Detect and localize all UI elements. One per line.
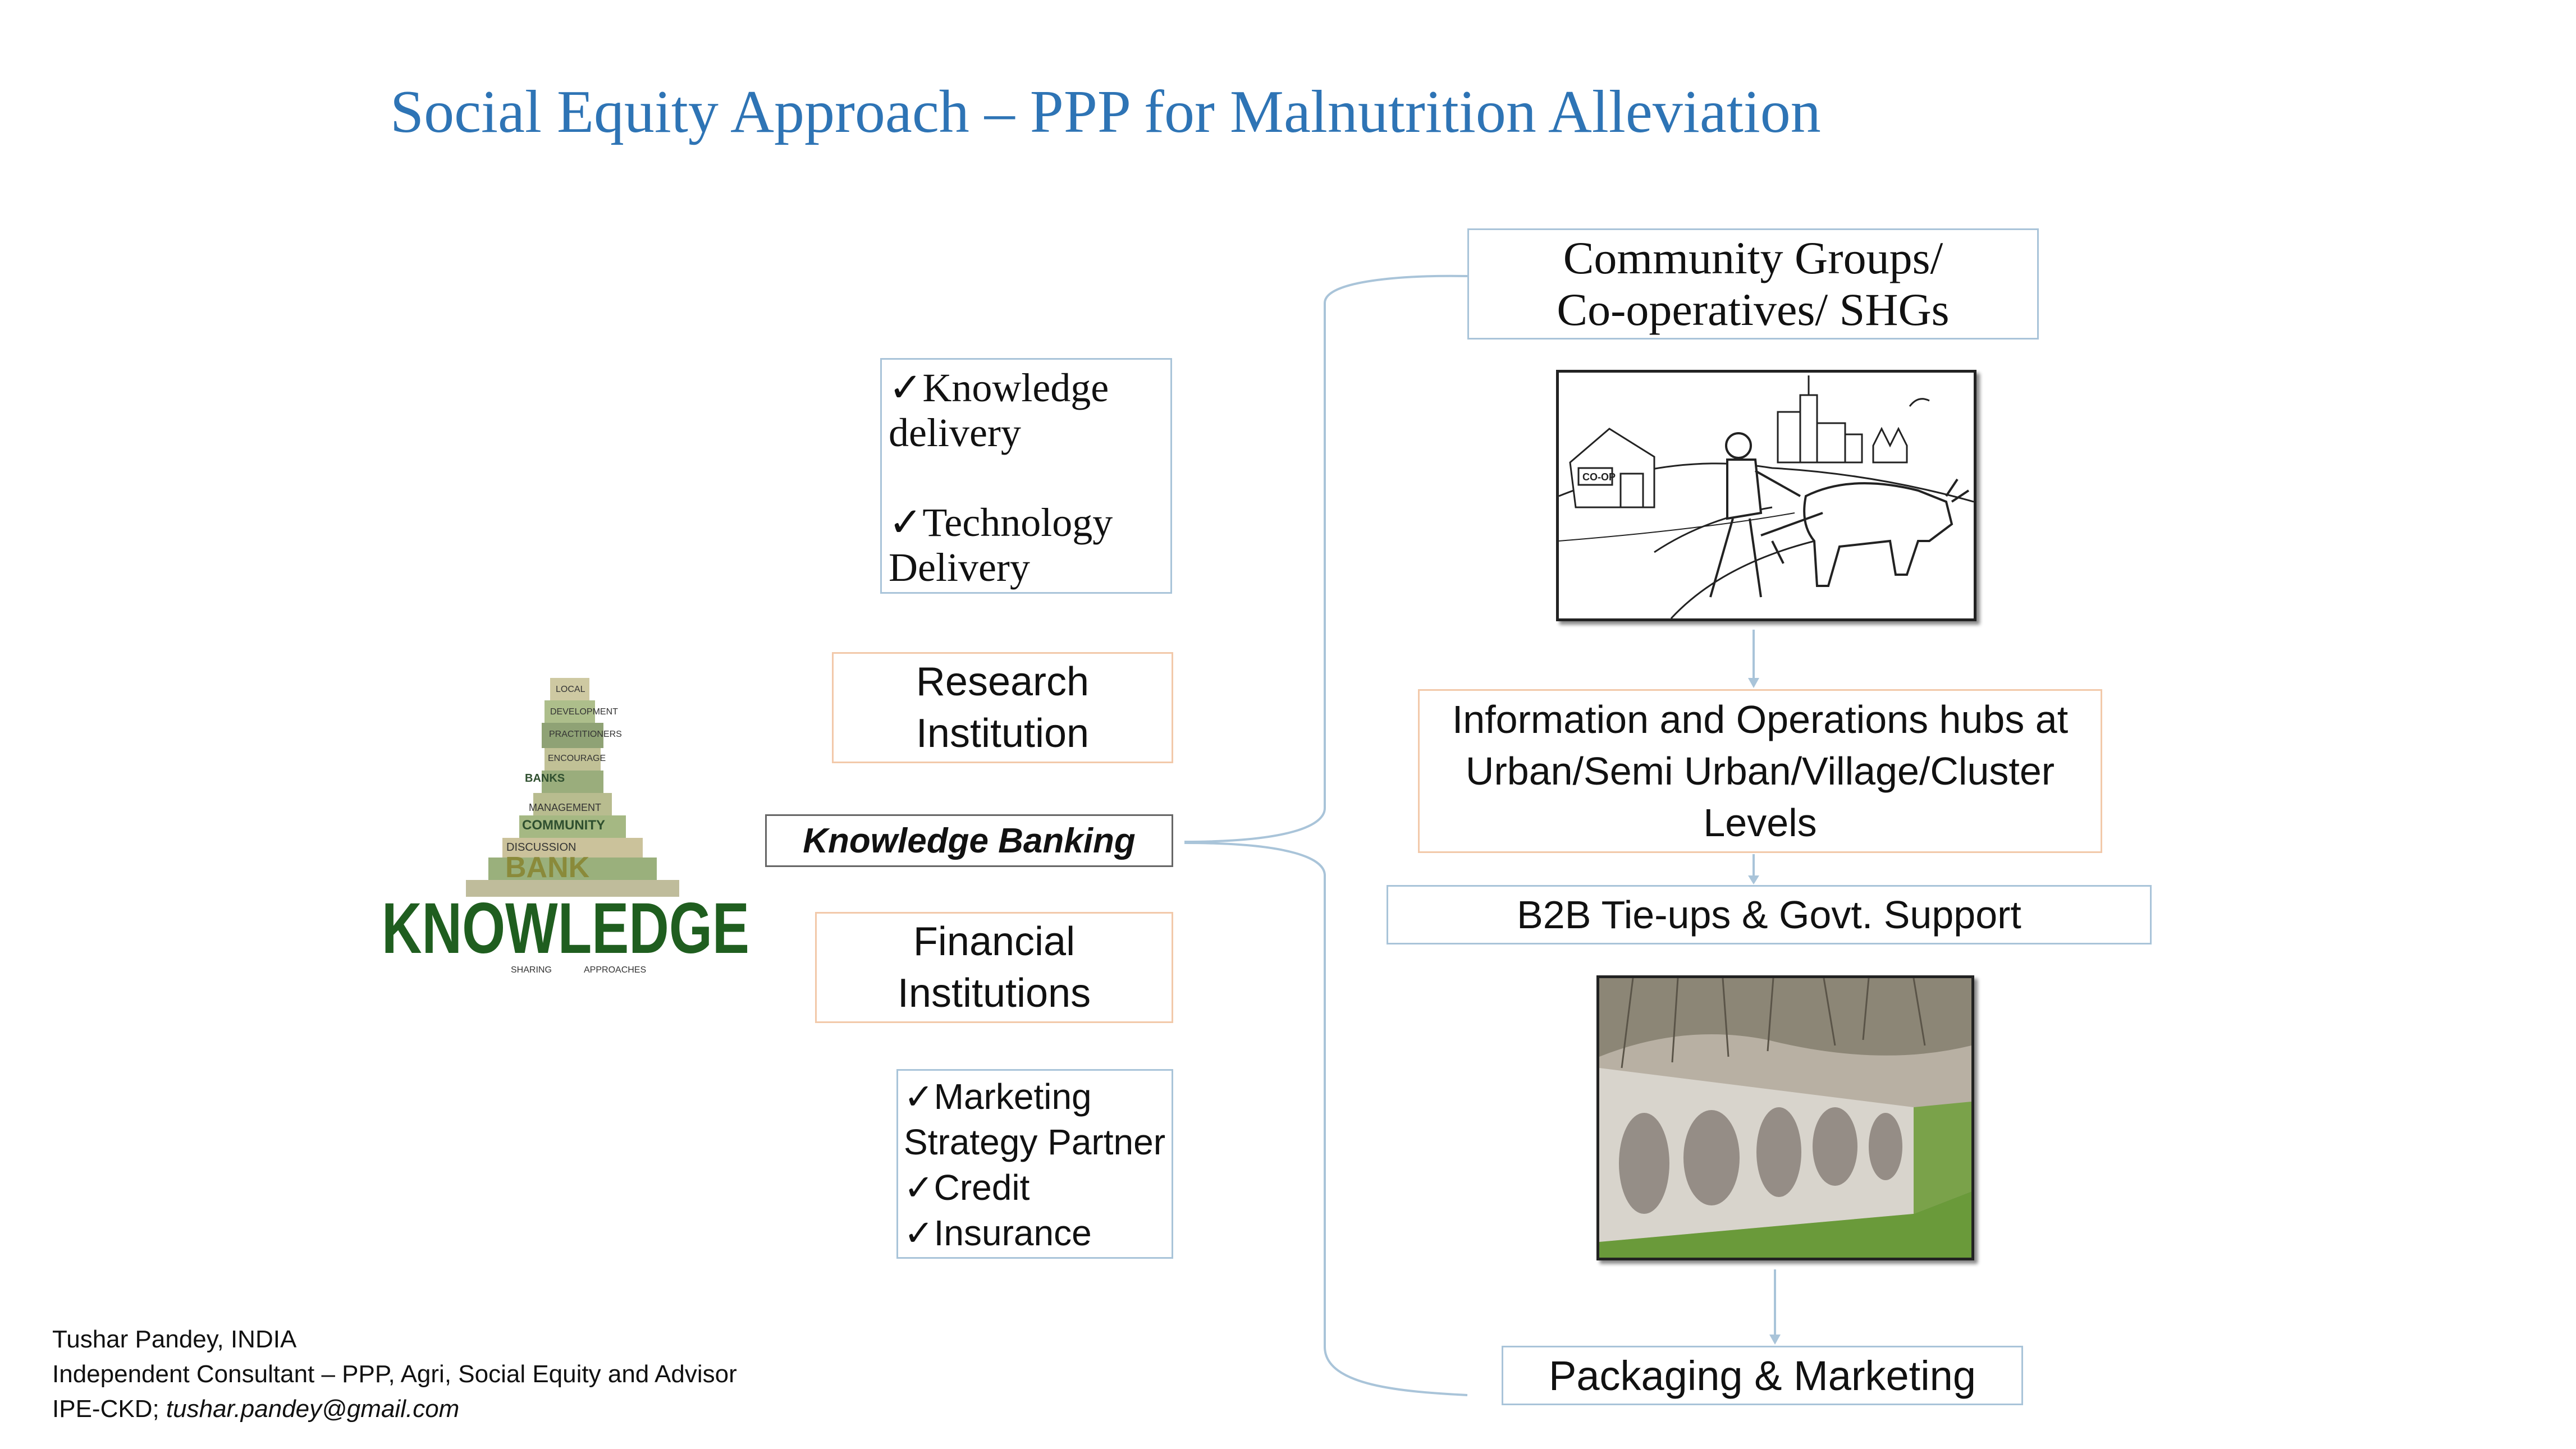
cloud-word-local: LOCAL [556, 685, 585, 694]
arrow-farmer-to-info [1748, 630, 1759, 688]
cloud-word-banks: BANKS [525, 772, 565, 785]
cloud-word-bank: BANK [505, 851, 590, 884]
b2b-tieups-box [1387, 885, 2152, 944]
footer-org: IPE-CKD; [52, 1395, 166, 1423]
financial-institutions-box [815, 912, 1173, 1023]
research-institution-box [832, 652, 1173, 763]
research-line-2: Institution [916, 711, 1090, 756]
cloud-word-community: COMMUNITY [522, 818, 605, 833]
community-line-2: Co-operatives/ SHGs [1557, 284, 1950, 335]
footer-line-1: Tushar Pandey, INDIA [52, 1326, 297, 1353]
list-item: ✓Credit [904, 1167, 1030, 1208]
wall-mural-photo [1596, 975, 1974, 1260]
list-item: ✓Knowledge delivery [889, 365, 1109, 455]
info-line-3: Levels [1703, 801, 1817, 845]
packaging-marketing-box [1502, 1346, 2023, 1405]
farmer-ploughing-illustration [1556, 370, 1976, 621]
list-item: ✓Technology Delivery [889, 500, 1113, 590]
knowledge-banking-label: Knowledge Banking [803, 821, 1136, 860]
cloud-word-practitioners: PRACTITIONERS [549, 730, 622, 739]
cloud-word-development: DEVELOPMENT [550, 707, 618, 717]
footer-email: tushar.pandey@gmail.com [166, 1395, 460, 1423]
list-item: ✓Marketing Strategy Partner [904, 1076, 1165, 1162]
research-line-1: Research [916, 659, 1090, 704]
farmer-drawing [1559, 373, 1974, 618]
b2b-label: B2B Tie-ups & Govt. Support [1517, 893, 2021, 937]
wall-photo-drawing [1599, 978, 1971, 1258]
info-line-2: Urban/Semi Urban/Village/Cluster [1465, 749, 2055, 793]
cloud-word-encourage: ENCOURAGE [548, 754, 606, 763]
info-operations-hubs-box [1418, 689, 2102, 853]
coop-sign: CO-OP [1582, 471, 1616, 483]
knowledge-word-cloud [382, 667, 752, 981]
financial-line-1: Financial [913, 919, 1076, 964]
slide-title: Social Equity Approach – PPP for Malnutrition Alleviation [390, 79, 1821, 145]
financial-line-2: Institutions [897, 971, 1091, 1016]
community-line-1: Community Groups/ [1563, 232, 1943, 283]
arrow-wall-to-packaging [1769, 1269, 1781, 1345]
list-item: ✓Insurance [904, 1213, 1092, 1253]
cloud-word-management: MANAGEMENT [529, 802, 602, 813]
info-line-1: Information and Operations hubs at [1452, 698, 2069, 741]
cloud-word-knowledge: KNOWLEDGE [382, 888, 749, 969]
knowledge-banking-box [765, 814, 1173, 867]
author-footer [52, 1322, 894, 1427]
cloud-word-sharing: SHARING [511, 965, 552, 975]
marketing-credit-list [896, 1069, 1173, 1259]
arrow-info-to-b2b [1748, 854, 1759, 884]
cloud-word-approaches: APPROACHES [584, 965, 647, 975]
community-groups-box [1467, 228, 2039, 340]
cloud-word-discussion: DISCUSSION [506, 841, 576, 854]
footer-line-3 [52, 1392, 894, 1427]
knowledge-delivery-list [880, 358, 1172, 594]
packaging-label: Packaging & Marketing [1549, 1352, 1976, 1399]
footer-line-2: Independent Consultant – PPP, Agri, Social Equity and Advisor [52, 1360, 737, 1388]
